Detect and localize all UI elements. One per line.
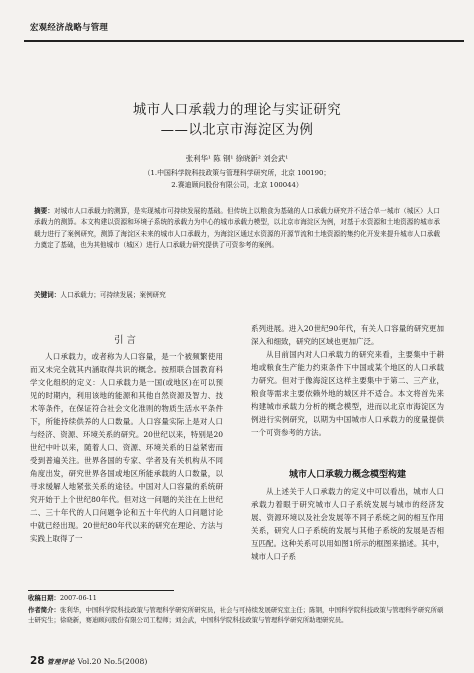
author-line: 张利华¹ 陈 钢¹ 徐晓新² 刘会武¹ xyxy=(185,154,289,163)
article-subtitle: ——以北京市海淀区为例 xyxy=(160,123,314,138)
article-title: 城市人口承载力的理论与实证研究 xyxy=(132,103,342,118)
right-paragraph-1: 系列进展。进入20世纪90年代，有关人口容量的研究更加深入和细致，研究的区域也更加广泛。 xyxy=(251,324,444,346)
footnote-authors xyxy=(28,606,448,626)
section-heading-intro: 引 言 xyxy=(114,335,136,346)
keywords-text: 人口承载力；可持续发展；案例研究 xyxy=(60,291,166,299)
author-bio-label: 作者简介： xyxy=(28,606,60,614)
right-paragraph-3: 从上述关于人口承载力的定义中可以看出，城市人口承载力着眼于研究城市人口子系统发展与城市的经济发展、资源环境以及社会发展等不同子系统之间的相互作用关系，研究人口子系统的发展与其他子系统的发展是否相互匹配。这种关系可以用如图1所示的框图来描述。其中，城市人口子系 xyxy=(251,487,444,561)
received-date: 2007-06-11 xyxy=(59,594,97,602)
abstract-text: 对城市人口承载力的测算，是实现城市可持续发展的基础。但传统上以粮食为基础的人口承载力研究并不适合单一城市（城区）人口承载力的测算。本文构建以资源和环境子系统的承载力为中心的城市承载力模型，以北京市海淀区为例，对基于水资源和土地资源的城市承载力进行了案例研究，测算了海淀区未来的城市人口承载力，为海淀区通过水资源的开源节流和土地资源的集约化开发来提升城市人口承载力奠定了基础，也为其他城市（城区）进行人口承载力研究提供了可资参考的案例。 xyxy=(34,207,441,249)
affiliation-1: （1.中国科学院科技政策与管理科学研究所，北京 100190； xyxy=(143,169,331,177)
footnote-received xyxy=(28,594,448,604)
right-column xyxy=(251,322,444,439)
journal-name: 管理评论 xyxy=(47,658,76,666)
page-footer xyxy=(30,655,147,667)
page-number: 28 xyxy=(30,655,45,667)
keywords xyxy=(34,290,440,301)
left-paragraph-1: 人口承载力，或者称为人口容量，是一个被频繁使用而又未完全就其内涵取得共识的概念。按照联合国教育科学文化组织的定义：人口承载力是一国(或地区)在可以预见的时期内，利用该地的能源和其他自然资源及智力、技术等条件，在保证符合社会文化准则的物质生活水平条件下，所能持续供养的人口数量。人口容量实际上是对人口与经济、资源、环境关系的研究。20世纪以来，特别是20世纪中叶以来，随着人口、资源、环境关系的日益紧密而受到普遍关注。世界各国的专家、学者及有关机构从不同角度出发，研究世界各国或地区所能承载的人口数量，以寻求缓解人地紧张关系的途径。中国对人口容量的系统研究开始于上个世纪80年代。但对这一问题的关注在上世纪二、三十年代的人口问题争论和五十年代的人口问题讨论中就已经出现。20世纪80年代以来的研究在理论、方法与实践上取得了一 xyxy=(30,352,223,543)
right-paragraph-2: 从目前国内对人口承载力的研究来看，主要集中于耕地或粮食生产能力约束条件下中国或某个地区的人口承载力研究。但对于像海淀区这样主要集中于第二、三产业，粮食等需求主要依赖外地的城区并不适合。本文将首先来构建城市承载力分析的概念模型，进而以北京市海淀区为例进行实例研究，以期为中国城市人口承载力的度量提供一个可资参考的方法。 xyxy=(251,350,444,437)
author-bio-text: 张利华，中国科学院科技政策与管理科学研究所研究员，社会与可持续发展研究室主任；陈钢，中国科学院科技政策与管理科学研究所硕士研究生；徐晓新，赛迪顾问股份有限公司工程师；刘会武，中国科学院科技政策与管理科学研究所助理研究员。 xyxy=(28,606,444,624)
received-label: 收稿日期： xyxy=(28,594,60,602)
abstract xyxy=(34,206,440,251)
right-column-continued xyxy=(251,485,444,563)
header-rule xyxy=(24,40,464,42)
keywords-label: 关键词： xyxy=(34,291,61,299)
section-label: 宏观经济战略与管理 xyxy=(30,22,109,32)
abstract-label: 摘要： xyxy=(34,207,54,215)
footnote-rule xyxy=(28,590,174,591)
affiliation-2: 2.赛迪顾问股份有限公司，北京 100044） xyxy=(171,181,303,189)
journal-volume: Vol.20 No.5(2008) xyxy=(77,657,148,666)
subsection-heading: 城市人口承载力概念模型构建 xyxy=(288,470,406,480)
left-column xyxy=(30,350,223,545)
